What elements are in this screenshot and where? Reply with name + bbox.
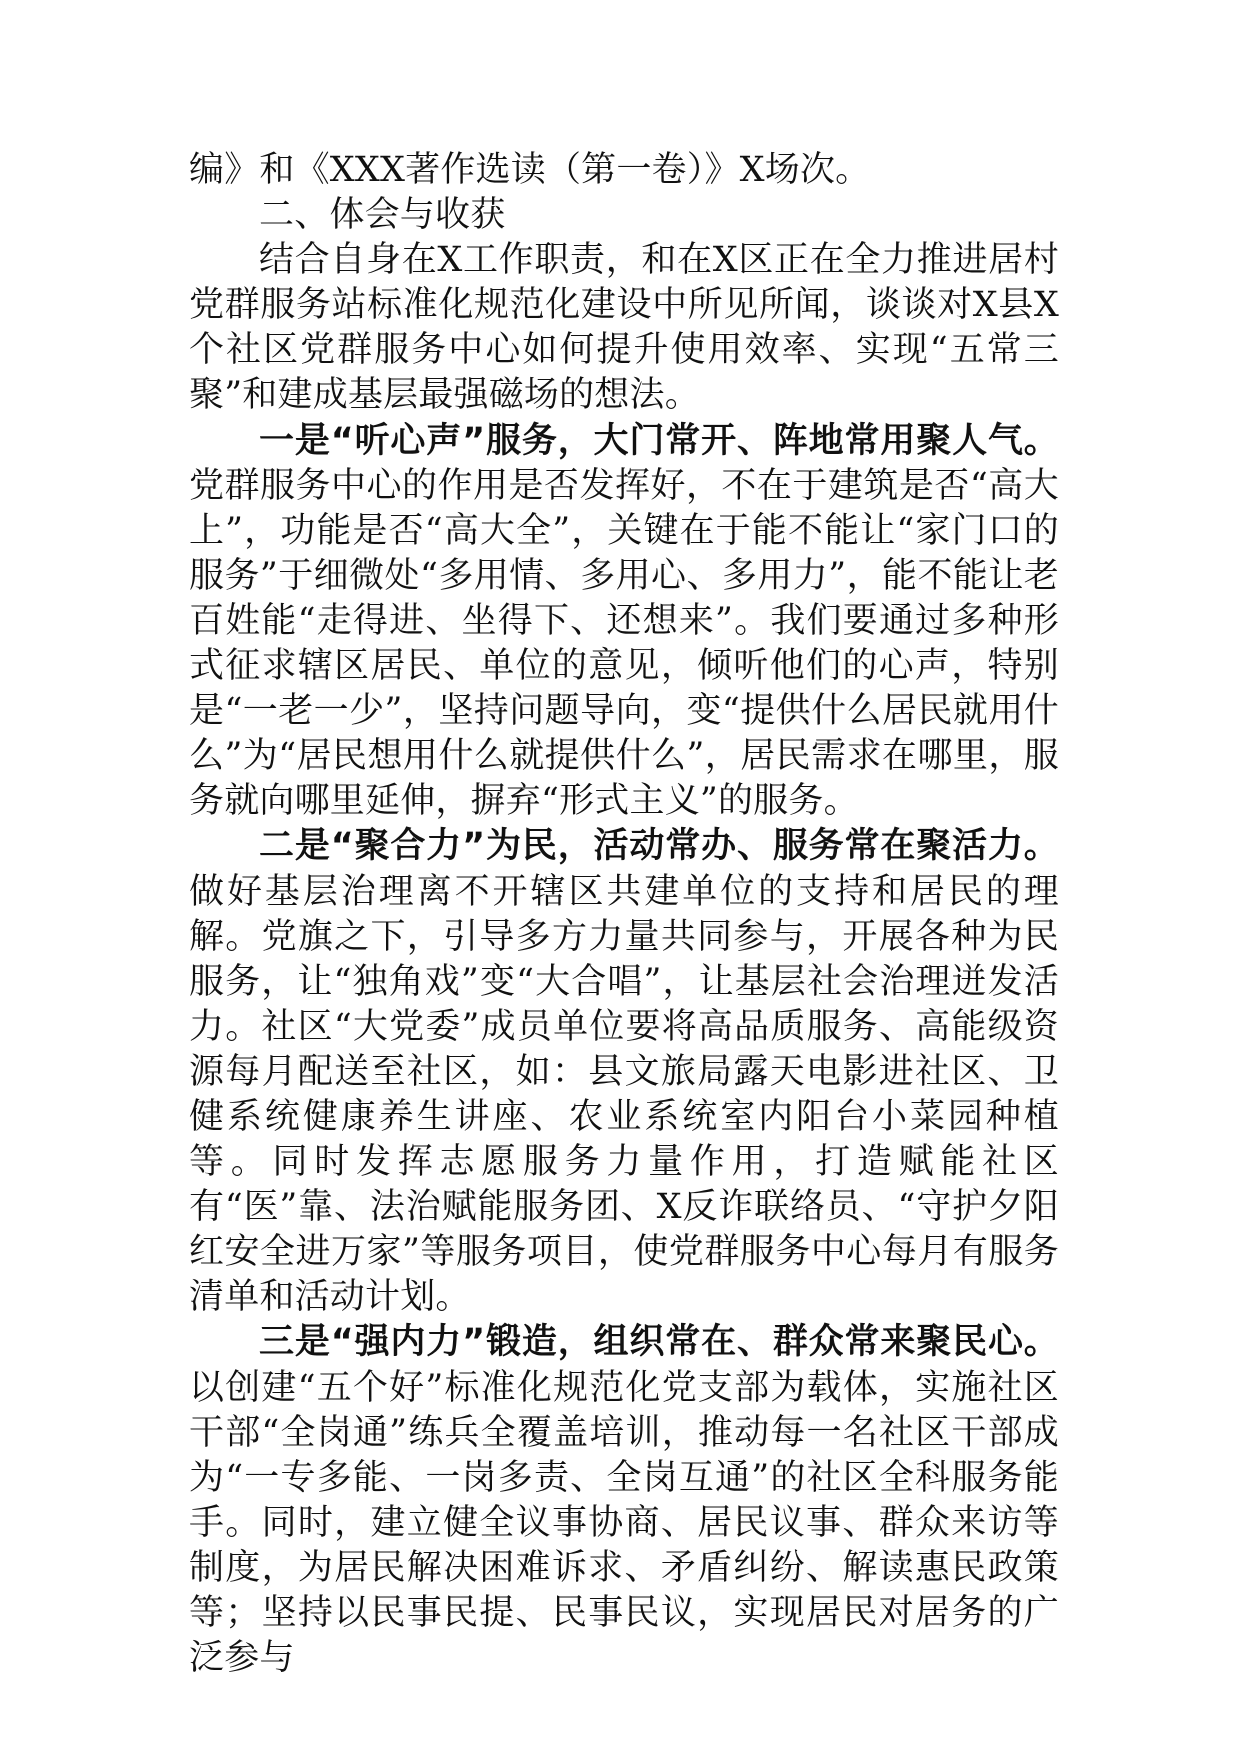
paragraph-point-one (189, 419, 1059, 825)
point-two-text: 做好基层治理离不开辖区共建单位的支持和居民的理解。党旗之下，引导多方力量共同参与，开展各种为民服务，让“独角戏”变“大合唱”，让基层社会治理迸发活力。社区“大党委”成员单位要将高品质服务、高能级资源每月配送至社区，如：县文旅局露天电影进社区、卫健系统健康养生讲座、农业系统室内阳台小菜园种植等。同时发挥志愿服务力量作用，打造赋能社区有“医”靠、法治赋能服务团、X反诈联络员、“守护夕阳红安全进万家”等服务项目，使党群服务中心每月有服务清单和活动计划。 (189, 871, 1059, 1318)
point-three-heading: 三是“强内力”锻造，组织常在、群众常来聚民心。 (259, 1322, 1059, 1363)
paragraph-continuation (189, 148, 1059, 193)
paragraph-text: 编》和《XXX著作选读（第一卷）》X场次。 (189, 150, 871, 190)
section-heading (189, 193, 1059, 238)
document-body (189, 148, 1059, 1681)
point-one-heading: 一是“听心声”服务，大门常开、阵地常用聚人气。 (259, 420, 1059, 461)
paragraph-text: 结合自身在X工作职责，和在X区正在全力推进居村党群服务站标准化规范化建设中所见所闻，谈谈对X县X个社区党群服务中心如何提升使用效率、实现“五常三聚”和建成基层最强磁场的想法。 (189, 240, 1059, 416)
point-three-text: 以创建“五个好”标准化规范化党支部为载体，实施社区干部“全岗通”练兵全覆盖培训，推动每一名社区干部成为“一专多能、一岗多责、全岗互通”的社区全科服务能手。同时，建立健全议事协商、居民议事、群众来访等制度，为居民解决困难诉求、矛盾纠纷、解读惠民政策等；坚持以民事民提、民事民议，实现居民对居务的广泛参与 (189, 1367, 1059, 1679)
paragraph-point-three (189, 1320, 1059, 1681)
paragraph-intro (189, 238, 1059, 418)
point-one-text: 党群服务中心的作用是否发挥好，不在于建筑是否“高大上”，功能是否“高大全”，关键在于能不能让“家门口的服务”于细微处“多用情、多用心、多用力”，能不能让老百姓能“走得进、坐得下、还想来”。我们要通过多种形式征求辖区居民、单位的意见，倾听他们的心声，特别是“一老一少”，坚持问题导向，变“提供什么居民就用什么”为“居民想用什么就提供什么”，居民需求在哪里，服务就向哪里延伸，摒弃“形式主义”的服务。 (189, 465, 1059, 822)
point-two-heading: 二是“聚合力”为民，活动常办、服务常在聚活力。 (259, 826, 1059, 867)
section-heading-text: 二、体会与收获 (259, 195, 506, 236)
paragraph-point-two (189, 824, 1059, 1320)
